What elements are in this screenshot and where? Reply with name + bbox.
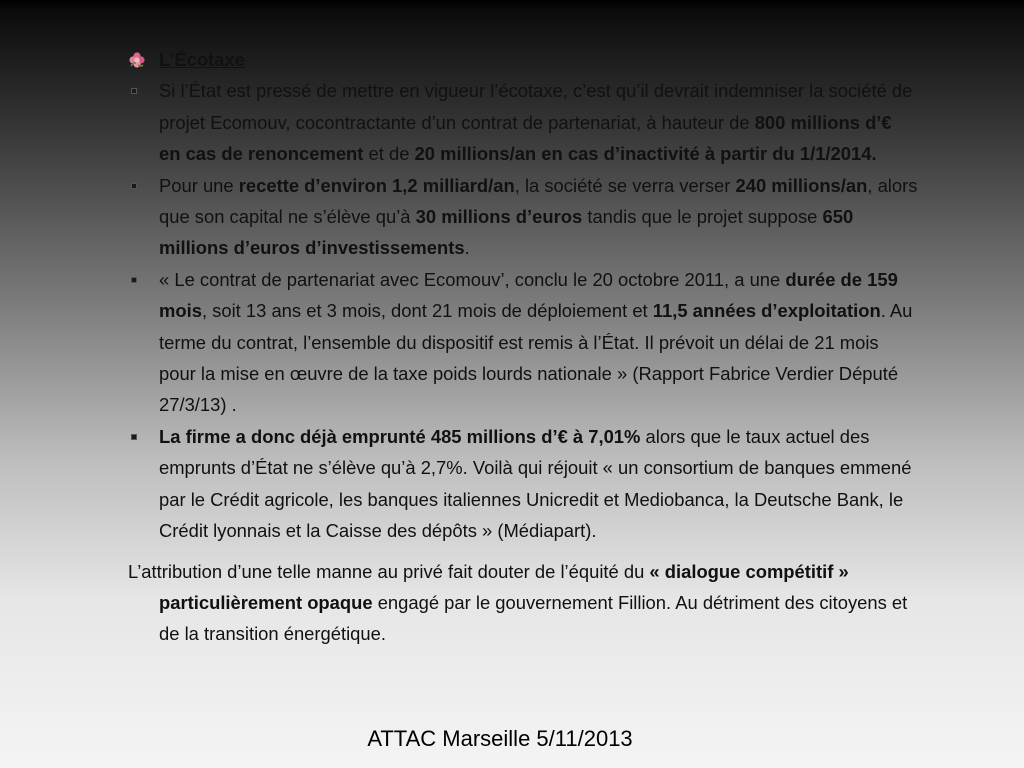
bold-run: 800 millions d’€ en cas de renoncement	[159, 111, 892, 165]
text-run: . Au terme du contrat, l’ensemble du dispositif est remis à l’État. Il prévoit un délai de 21 mois pour la mise en œuvre de la taxe poids lourds nationale » (Rapport Fabrice Verdier Député 27/3/13) .	[159, 300, 913, 416]
bold-run: 30 millions d’euros	[415, 206, 583, 228]
text-run: et de	[363, 143, 415, 165]
bold-run: 240 millions/an	[735, 174, 868, 196]
bullet-item-4	[128, 421, 918, 547]
text-run: , alors que son capital ne s’élève qu’à	[159, 174, 918, 228]
text-run: alors que le taux actuel des emprunts d’État ne s’élève qu’à 2,7%. Voilà qui réjouit « un consortium de banques emmené par le Crédit agricole, les banques italiennes Unicredit et Mediobanca, la Deutsche Bank, le Crédit lyonnais et la Caisse des dépôts » (Médiapart).	[159, 425, 912, 542]
bold-run: recette d’environ 1,2 milliard/an	[238, 174, 515, 196]
text-run: .	[464, 237, 470, 259]
text-run: engagé par le gouvernement Fillion. Au détriment des citoyens et de la transition énergétique.	[159, 591, 908, 645]
square-bullet-icon	[131, 434, 137, 440]
bold-run: « dialogue compétitif » particulièrement opaque	[159, 560, 849, 613]
text-run: L’attribution d’une telle manne au privé fait douter de l’équité du	[128, 560, 650, 582]
text-run: « Le contrat de partenariat avec Ecomouv’, conclu le 20 octobre 2011, a une	[159, 268, 786, 290]
bold-run: durée de 159 mois	[159, 268, 898, 322]
bold-run: 20 millions/an en cas d’inactivité à partir du 1/1/2014.	[414, 143, 877, 165]
slide-content	[128, 44, 918, 650]
square-bullet-icon	[131, 183, 137, 189]
bullet-item-3	[128, 264, 918, 421]
square-bullet-icon	[131, 88, 137, 94]
bold-run: La firme a donc déjà emprunté 485 millions d’€ à 7,01%	[159, 425, 641, 447]
bold-run: 650 millions d’euros d’investissements	[159, 206, 854, 259]
text-run: Si l’État est pressé de mettre en vigueur l’écotaxe, c’est qu’il devrait indemniser la société de projet Ecomouv, cocontractante d’un contrat de partenariat, à hauteur de	[159, 80, 913, 133]
heading-item	[128, 44, 918, 75]
text-run: tandis que le projet suppose	[582, 206, 823, 228]
flower-bullet-icon	[128, 51, 146, 69]
slide-heading: L’Écotaxe	[159, 49, 245, 70]
bullet-item-1	[128, 75, 918, 169]
square-bullet-icon	[131, 277, 137, 283]
closing-paragraph	[128, 556, 918, 650]
slide-footer: ATTAC Marseille 5/11/2013	[367, 726, 633, 751]
text-run: , la société se verra verser	[514, 174, 736, 196]
bullet-item-2	[128, 170, 918, 264]
text-run: Pour une	[159, 174, 239, 196]
bold-run: 11,5 années d’exploitation	[652, 300, 881, 322]
text-run: , soit 13 ans et 3 mois, dont 21 mois de déploiement et	[201, 300, 653, 322]
